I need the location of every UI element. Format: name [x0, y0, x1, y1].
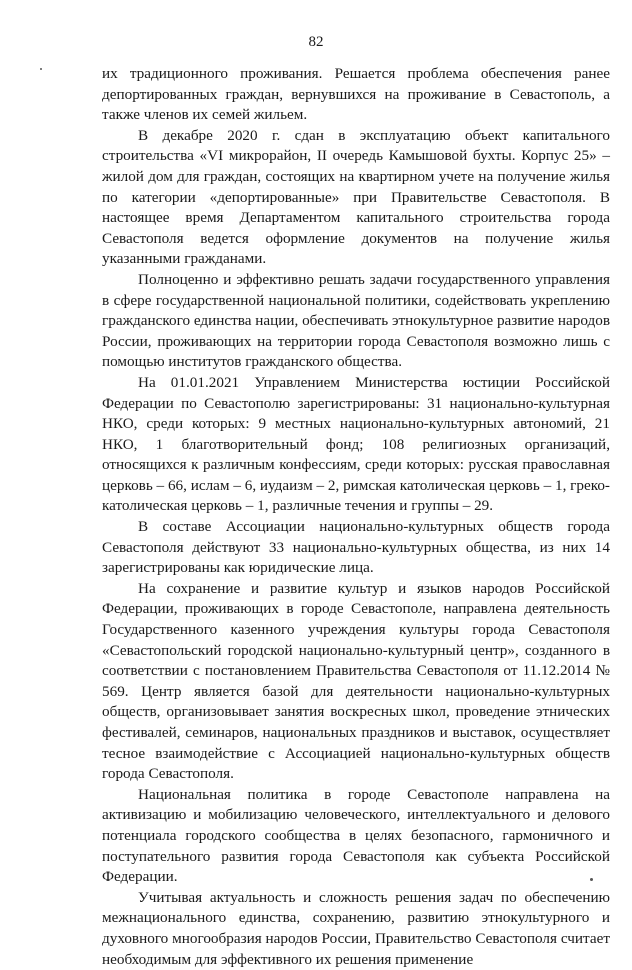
paragraph-6: На сохранение и развитие культур и языков народов Российской Федерации, проживающих в городе Севастополе, направлена деятельность Государственного казенного учреждения культуры города Севастополя «Севастопольский городской национально-культурный центр», созданного в соответствии с постановлением Правительства Севастополя от 11.12.2014 № 569. Центр является базой для деятельности национально-культурных обществ, организовывает занятия воскресных школ, проведение этнических фестивалей, семинаров, национальных праздников и выставок, осуществляет тесное взаимодействие с Ассоциацией национально-культурных обществ города Севастополя. — [102, 579, 610, 783]
scan-speck — [40, 68, 42, 70]
body-text — [102, 64, 610, 970]
page-number: 82 — [308, 34, 324, 50]
paragraph-7: Национальная политика в городе Севастополе направлена на активизацию и мобилизацию человеческого, интеллектуального и делового потенциала городского сообщества в целях безопасного, гармоничного и поступательного развития города Севастополя как субъекта Российской Федерации. — [102, 785, 610, 886]
paragraph-4: На 01.01.2021 Управлением Министерства юстиции Российской Федерации по Севастополю зарегистрированы: 31 национально-культурная НКО, среди которых: 9 местных национально-культурных автономий, 21 НКО, 1 благотворительный фонд; 108 религиозных организаций, относящихся к различным конфессиям, среди которых: русская православная церковь – 66, ислам – 6, иудаизм – 2, римская католическая церковь – 1, греко-католическая церковь – 1, различные течения и группы – 29. — [102, 373, 610, 515]
paragraph-5: В составе Ассоциации национально-культурных обществ города Севастополя действуют 33 национально-культурных общества, из них 14 зарегистрированы как юридические лица. — [102, 518, 610, 577]
paragraph-8: Учитывая актуальность и сложность решения задач по обеспечению межнационального единства, сохранению, развитию этнокультурного и духовного многообразия народов России, Правительство Севастополя считает необходимым для эффективного их решения применение — [102, 888, 610, 968]
scan-speck — [590, 878, 593, 881]
paragraph-3: Полноценно и эффективно решать задачи государственного управления в сфере государственной национальной политики, содействовать укреплению гражданского единства нации, обеспечивать этнокультурное развитие народов России, проживающих на территории города Севастополя возможно лишь с помощью институтов гражданского общества. — [102, 270, 611, 371]
paragraph-1: их традиционного проживания. Решается проблема обеспечения ранее депортированных граждан, вернувшихся на проживание в Севастополь, а также членов их семей жильем. — [102, 65, 610, 124]
paragraph-2: В декабре 2020 г. сдан в эксплуатацию объект капитального строительства «VI микрорайон, II очередь Камышовой бухты. Корпус 25» – жилой дом для граждан, состоящих на квартирном учете на получение жилья по категории «депортированные» при Правительстве Севастополя. В настоящее время Департаментом капитального строительства города Севастополя ведется оформление документов на получение жилья указанными гражданами. — [102, 126, 610, 268]
